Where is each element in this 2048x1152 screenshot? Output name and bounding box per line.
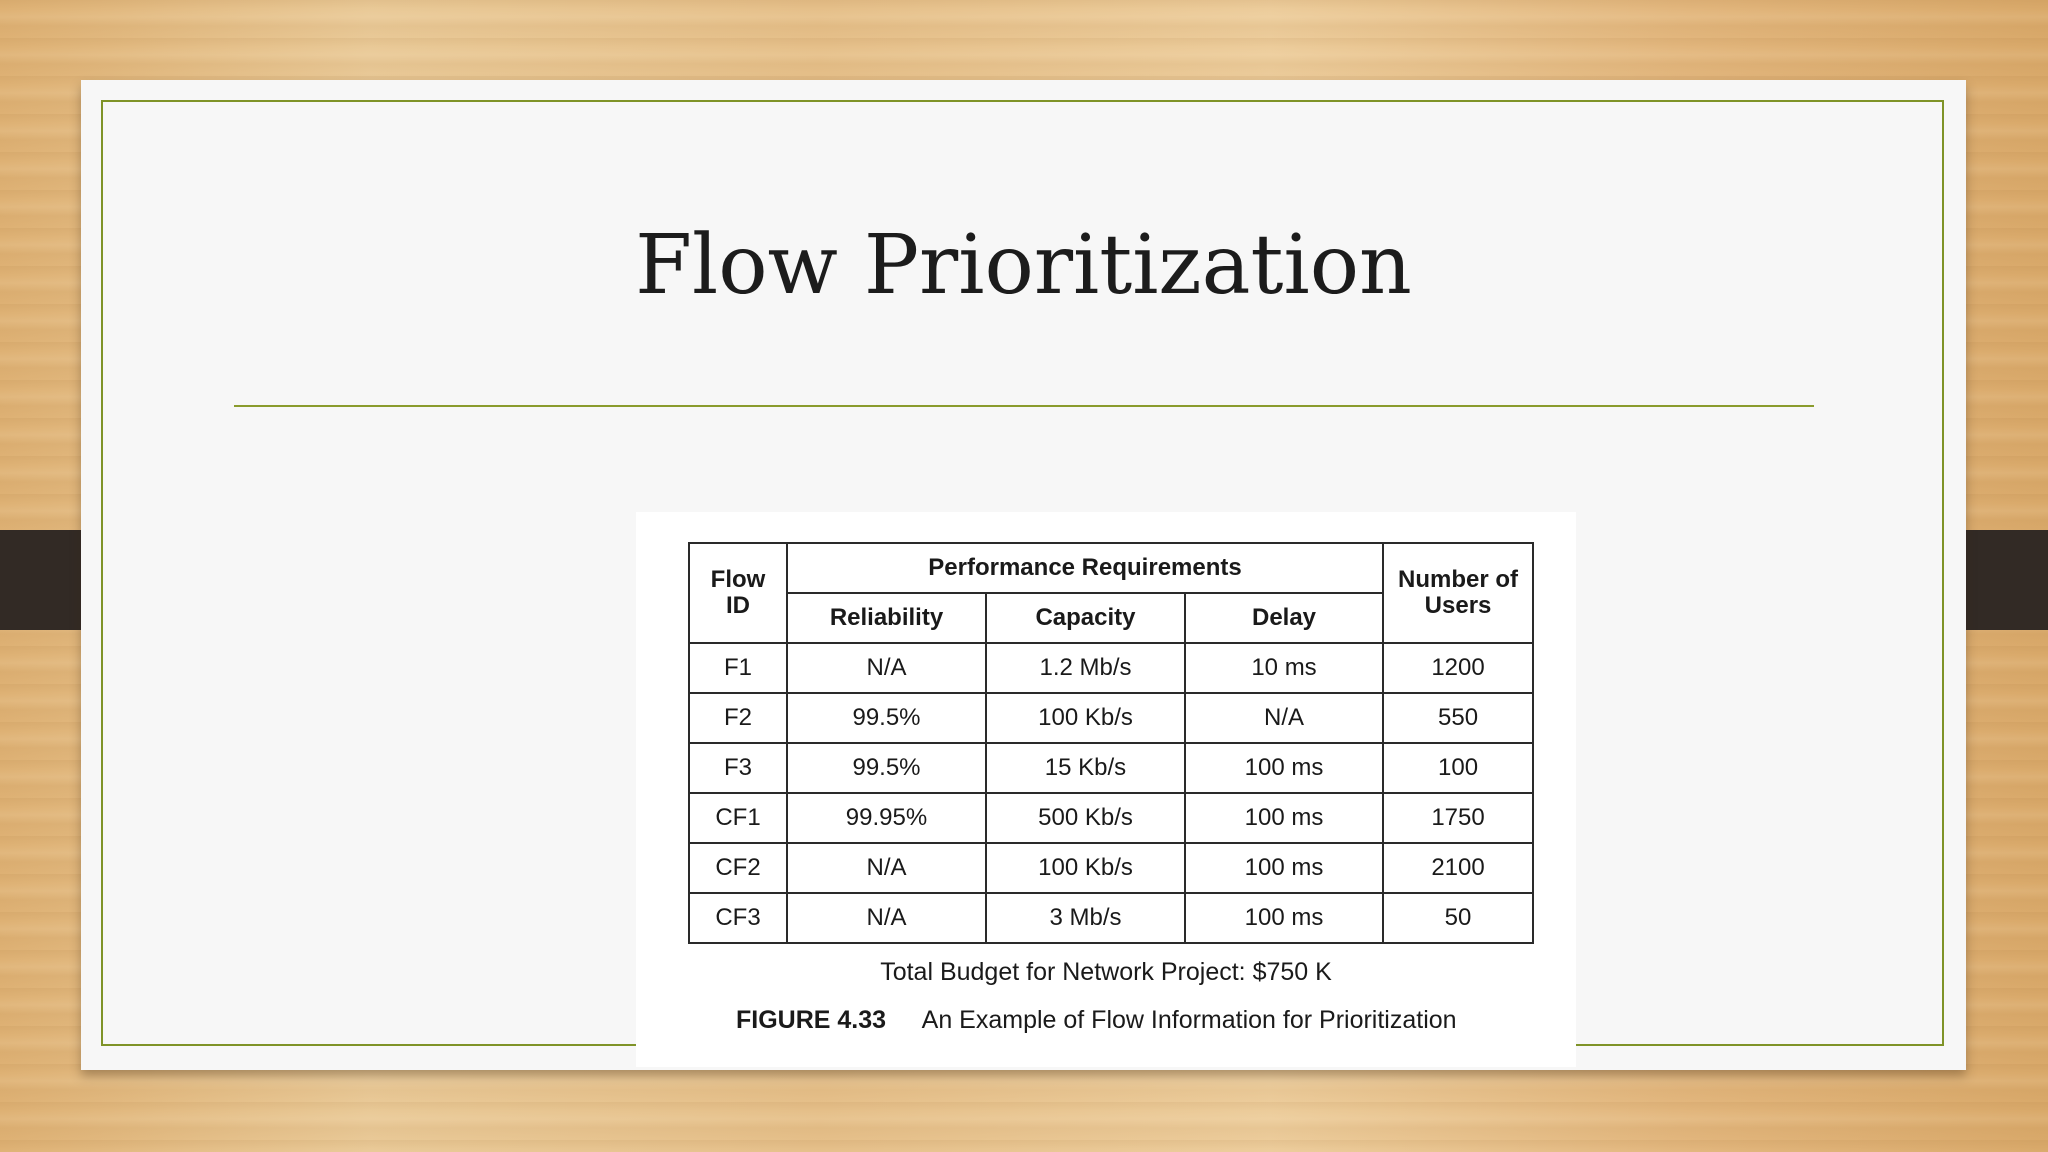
cell-users: 1750 <box>1383 793 1533 843</box>
table-row <box>689 843 1533 893</box>
figure-number: FIGURE 4.33 <box>736 1006 887 1034</box>
cell-capacity: 100 Kb/s <box>986 693 1185 743</box>
cell-users: 1200 <box>1383 643 1533 693</box>
cell-users: 550 <box>1383 693 1533 743</box>
table-row <box>689 793 1533 843</box>
cell-reliability: 99.5% <box>787 693 986 743</box>
cell-delay: 100 ms <box>1185 843 1383 893</box>
cell-capacity: 100 Kb/s <box>986 843 1185 893</box>
cell-capacity: 1.2 Mb/s <box>986 643 1185 693</box>
budget-caption: Total Budget for Network Project: $750 K <box>880 958 1332 986</box>
cell-flow-id: CF3 <box>689 893 787 943</box>
cell-reliability: N/A <box>787 643 986 693</box>
cell-flow-id: CF2 <box>689 843 787 893</box>
table-row <box>689 743 1533 793</box>
cell-reliability: N/A <box>787 893 986 943</box>
slide-title: Flow Prioritization <box>635 218 1412 313</box>
cell-delay: 100 ms <box>1185 893 1383 943</box>
cell-delay: 100 ms <box>1185 793 1383 843</box>
cell-delay: 100 ms <box>1185 743 1383 793</box>
cell-reliability: 99.95% <box>787 793 986 843</box>
flow-table <box>688 542 1534 944</box>
cell-capacity: 3 Mb/s <box>986 893 1185 943</box>
cell-users: 50 <box>1383 893 1533 943</box>
header-performance-requirements: Performance Requirements <box>787 543 1383 593</box>
figure-caption <box>736 1006 1457 1035</box>
figure-caption-text: An Example of Flow Information for Prioritization <box>921 1006 1457 1034</box>
cell-reliability: N/A <box>787 843 986 893</box>
slide <box>81 80 1966 1070</box>
cell-users: 2100 <box>1383 843 1533 893</box>
cell-flow-id: CF1 <box>689 793 787 843</box>
table-row <box>689 693 1533 743</box>
header-reliability: Reliability <box>787 593 986 643</box>
title-underline <box>234 405 1814 407</box>
header-delay: Delay <box>1185 593 1383 643</box>
cell-reliability: 99.5% <box>787 743 986 793</box>
table-row <box>689 643 1533 693</box>
header-number-of-users: Number of Users <box>1383 543 1533 643</box>
cell-flow-id: F2 <box>689 693 787 743</box>
table-row <box>689 893 1533 943</box>
table-header-row <box>689 543 1533 593</box>
cell-delay: 10 ms <box>1185 643 1383 693</box>
cell-flow-id: F3 <box>689 743 787 793</box>
cell-flow-id: F1 <box>689 643 787 693</box>
cell-capacity: 15 Kb/s <box>986 743 1185 793</box>
cell-users: 100 <box>1383 743 1533 793</box>
figure-image <box>636 512 1576 1067</box>
cell-delay: N/A <box>1185 693 1383 743</box>
header-flow-id: Flow ID <box>689 543 787 643</box>
header-capacity: Capacity <box>986 593 1185 643</box>
cell-capacity: 500 Kb/s <box>986 793 1185 843</box>
